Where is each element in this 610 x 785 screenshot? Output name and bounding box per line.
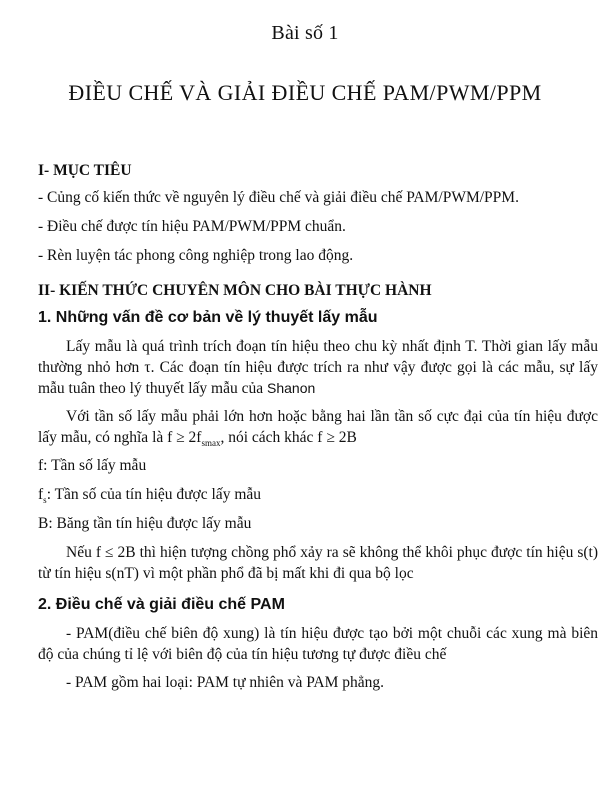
definition-fs [38, 484, 598, 505]
section-heading-objectives: I- MỤC TIÊU [38, 162, 132, 179]
fs-symbol: f [38, 486, 44, 503]
fs-definition-text: : Tần số của tín hiệu được lấy mẫu [46, 486, 262, 503]
fs-subscript: s [43, 495, 47, 506]
sampling-paragraph-text: Lấy mẫu là quá trình trích đoạn tín hiệu theo chu kỳ nhất định T. Thời gian lấy mẫu thường nhỏ hơn τ. Các đoạn tín hiệu được trích ra như vậy được gọi là các mẫu, sự lấy mẫu tuân theo lý thuyết lấy mẫu của [38, 338, 598, 397]
nyquist-paragraph [38, 406, 598, 448]
objective-item: - Điều chế được tín hiệu PAM/PWM/PPM chuẩn. [38, 218, 346, 235]
section-heading-knowledge: II- KIẾN THỨC CHUYÊN MÔN CHO BÀI THỰC HÀNH [38, 282, 432, 299]
pam-definition-paragraph: - PAM(điều chế biên độ xung) là tín hiệu được tạo bởi một chuỗi các xung mà biên độ của chúng tỉ lệ với biên độ của tín hiệu tương tự được điều chế [38, 625, 598, 663]
subsection-heading-sampling: 1. Những vấn đề cơ bản về lý thuyết lấy mẫu [38, 309, 378, 326]
definition-f: f: Tần số lấy mẫu [38, 457, 147, 474]
document-body [38, 160, 598, 700]
nyquist-text-pre: Với tần số lấy mẫu phải lớn hơn hoặc bằng hai lần tần số cực đại của tín hiệu được lấy mẫu, có nghĩa là f ≥ 2f [38, 408, 598, 446]
objective-item: - Rèn luyện tác phong công nghiệp trong lao động. [38, 247, 354, 264]
subsection-heading-pam: 2. Điều chế và giải điều chế PAM [38, 596, 285, 613]
nyquist-text-post: , nói cách khác f ≥ 2B [220, 429, 357, 446]
shanon-name: Shanon [267, 380, 316, 396]
pam-types-paragraph: - PAM gồm hai loại: PAM tự nhiên và PAM phẳng. [66, 674, 384, 691]
definition-b: B: Băng tần tín hiệu được lấy mẫu [38, 515, 252, 532]
objective-item: - Củng cố kiến thức về nguyên lý điều chế và giải điều chế PAM/PWM/PPM. [38, 189, 519, 206]
sampling-paragraph [38, 336, 598, 399]
page-title: ĐIỀU CHẾ VÀ GIẢI ĐIỀU CHẾ PAM/PWM/PPM [68, 80, 542, 105]
aliasing-paragraph: Nếu f ≤ 2B thì hiện tượng chồng phổ xảy ra sẽ không thể khôi phục được tín hiệu s(t) từ tín hiệu s(nT) vì một phần phổ đã bị mất khi đi qua bộ lọc [38, 544, 598, 582]
lesson-number: Bài số 1 [271, 22, 339, 44]
fmax-subscript: smax [201, 438, 221, 449]
